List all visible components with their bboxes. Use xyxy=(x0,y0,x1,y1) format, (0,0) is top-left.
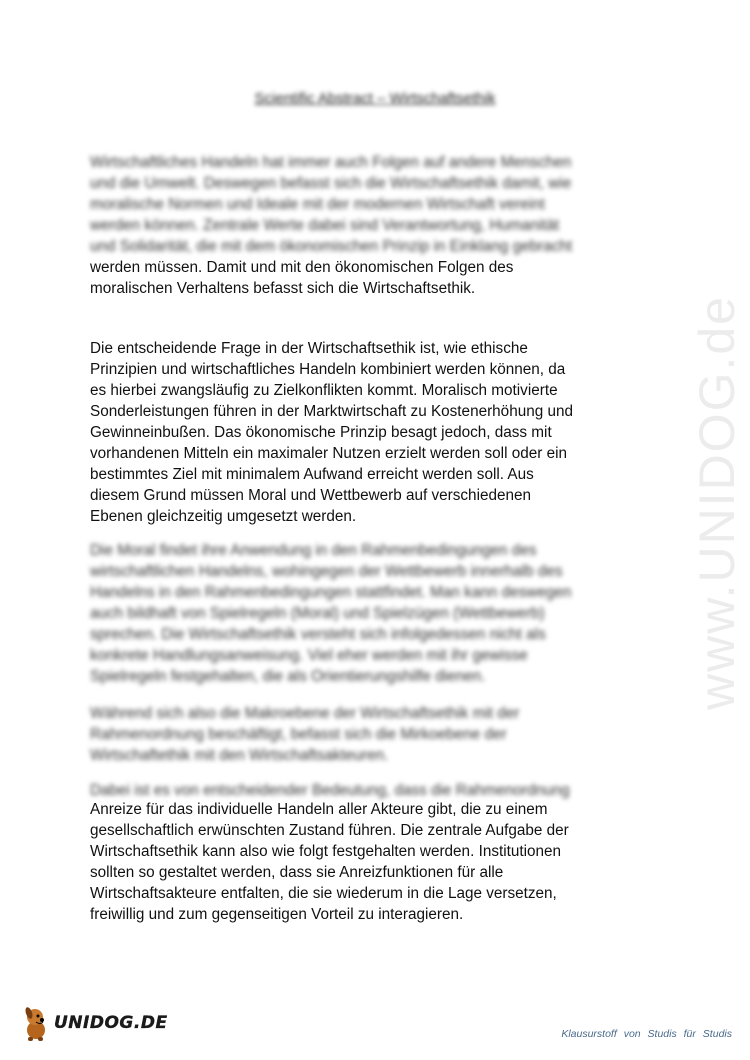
logo-text: UNIDOG.DE xyxy=(54,1013,168,1033)
paragraph-1 xyxy=(90,152,650,299)
text-line: Sonderleistungen führen in der Marktwirtschaft zu Kostenerhöhung und xyxy=(90,403,573,420)
text-line: werden müssen. Damit und mit den ökonomischen Folgen des xyxy=(90,259,514,276)
text-line: Die entscheidende Frage in der Wirtschaftsethik ist, wie ethische xyxy=(90,340,528,357)
text-line: moralischen Verhaltens befasst sich die Wirtschaftsethik. xyxy=(90,280,476,297)
text-line: sollten so gestaltet werden, dass sie Anreizfunktionen für alle xyxy=(90,864,504,881)
text-line: und die Umwelt. Deswegen befasst sich die Wirtschaftsethik damit, wie xyxy=(90,175,572,192)
text-line: Gewinneinbußen. Das ökonomische Prinzip besagt jedoch, dass mit xyxy=(90,424,552,441)
paragraph-5 xyxy=(90,780,650,925)
paragraph-4 xyxy=(90,703,650,766)
text-line: Spielregeln festgehalten, die als Orientierungshilfe dienen. xyxy=(90,668,486,685)
text-line: moralische Normen und Ideale mit der modernen Wirtschaft vereint xyxy=(90,196,545,213)
text-line: und Solidarität, die mit dem ökonomischen Prinzip in Einklang gebracht xyxy=(90,238,573,255)
blurred-text-block xyxy=(90,152,650,257)
blurred-text-line: Dabei ist es von entscheidender Bedeutung, dass die Rahmenordnung xyxy=(90,782,570,799)
text-line: Wirtschaftsakteure entfalten, die sie wiederum in die Lage versetzen, xyxy=(90,885,557,902)
text-line: Rahmenordnung beschäftigt, befasst sich die Mirkoebene der xyxy=(90,726,507,743)
text-line: Während sich also die Makroebene der Wirtschaftsethik mit der xyxy=(90,705,520,722)
text-line: Wirtschaftethik mit den Wirtschaftsakteuren. xyxy=(90,747,389,764)
text-line: auch bildhaft von Spielregeln (Moral) und Spielzügen (Wettbewerb) xyxy=(90,605,545,622)
text-line: Wirtschaftsethik kann also wie folgt festgehalten werden. Institutionen xyxy=(90,843,562,860)
text-line: vorhandenen Mitteln ein maximaler Nutzen erzielt werden soll oder ein xyxy=(90,445,567,462)
text-line: Prinzipien und wirtschaftliches Handeln kombiniert werden können, da xyxy=(90,361,566,378)
text-line: konkrete Handlungsanweisung. Viel eher werden mit ihr gewisse xyxy=(90,647,528,664)
text-line: freiwillig und zum gegenseitigen Vorteil zu interagieren. xyxy=(90,906,464,923)
text-line: bestimmtes Ziel mit minimalem Aufwand erreicht werden soll. Aus xyxy=(90,466,534,483)
text-line: Ebenen gleichzeitig umgesetzt werden. xyxy=(90,508,357,525)
text-line: Handelns in den Rahmenbedingungen stattfindet. Man kann deswegen xyxy=(90,584,572,601)
text-line: wirtschaftlichen Handelns, wohingegen der Wettbewerb innerhalb des xyxy=(90,563,563,580)
text-line: es hierbei zwangsläufig zu Zielkonflikten kommt. Moralisch motivierte xyxy=(90,382,558,399)
text-line: gesellschaftlich erwünschten Zustand führen. Die zentrale Aufgabe der xyxy=(90,822,569,839)
unidog-logo xyxy=(22,1004,168,1042)
text-line: Wirtschaftliches Handeln hat immer auch Folgen auf andere Menschen xyxy=(90,154,572,171)
text-line: Die Moral findet ihre Anwendung in den Rahmenbedingungen des xyxy=(90,542,537,559)
footer-tagline: Klausurstoff von Studis für Studis xyxy=(561,1028,732,1040)
paragraph-2 xyxy=(90,338,650,527)
text-line: werden können. Zentrale Werte dabei sind Verantwortung, Humanität xyxy=(90,217,560,234)
dog-mascot-icon xyxy=(22,1004,52,1042)
paragraph-3 xyxy=(90,540,650,687)
text-line: diesem Grund müssen Moral und Wettbewerb auf verschiedenen xyxy=(90,487,532,504)
page-title: Scientific Abstract – Wirtschaftsethik xyxy=(254,90,496,107)
text-line: sprechen. Die Wirtschaftsethik versteht sich infolgedessen nicht als xyxy=(90,626,546,643)
watermark: www.UNIDOG.de xyxy=(689,295,745,710)
text-line: Anreize für das individuelle Handeln aller Akteure gibt, die zu einem xyxy=(90,801,548,818)
